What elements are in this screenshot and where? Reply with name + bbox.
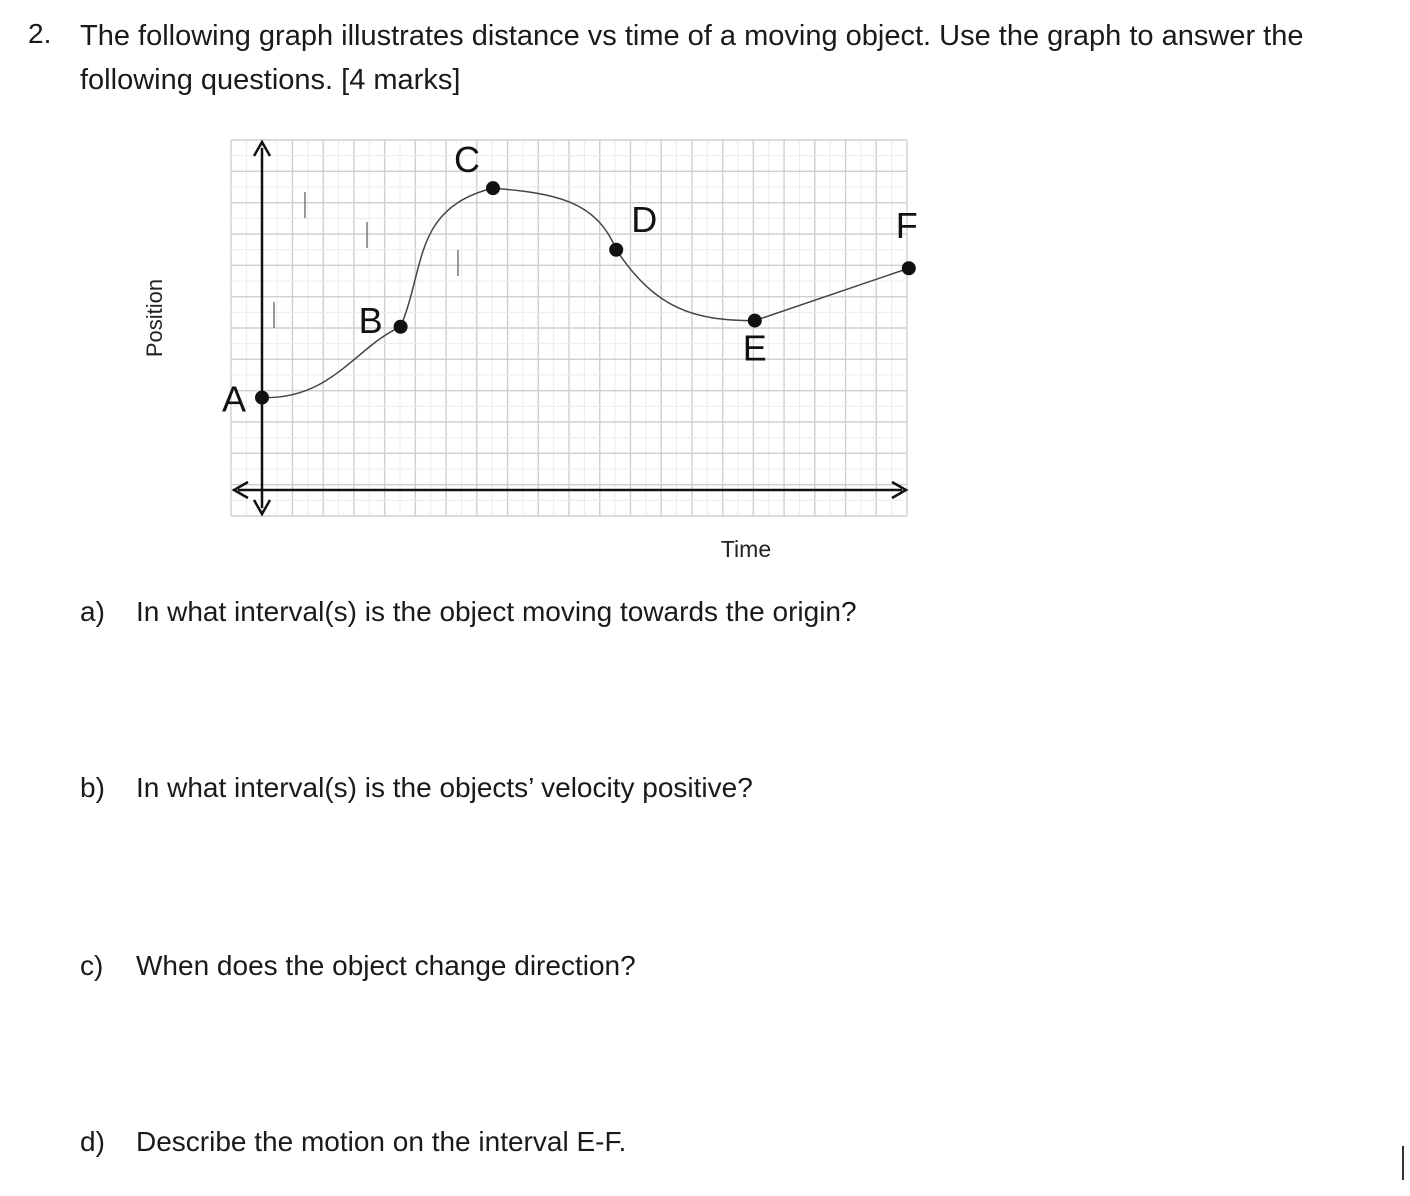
part-c — [80, 950, 636, 982]
point-label-f: F — [895, 205, 918, 247]
part-d — [80, 1126, 626, 1158]
point-label-e: E — [742, 327, 767, 369]
question-number: 2. — [28, 18, 52, 49]
position-curve — [262, 188, 909, 397]
part-a-text: In what interval(s) is the object moving towards the origin? — [136, 596, 857, 627]
grid — [231, 140, 907, 516]
point-a — [255, 391, 269, 405]
part-b-letter: b) — [80, 772, 105, 803]
point-label-a: A — [221, 378, 247, 420]
part-b-text: In what interval(s) is the objects’ velocity positive? — [136, 772, 753, 803]
point-b — [394, 320, 408, 334]
x-axis-label: Time — [720, 536, 772, 562]
point-label-d: D — [631, 198, 658, 240]
point-f — [902, 261, 916, 275]
y-axis-label: Position — [142, 278, 167, 358]
part-d-text: Describe the motion on the interval E-F. — [136, 1126, 627, 1157]
point-c — [486, 181, 500, 195]
part-a — [80, 596, 857, 628]
part-a-letter: a) — [80, 596, 105, 627]
part-c-letter: c) — [80, 950, 104, 981]
point-label-b: B — [358, 299, 383, 341]
part-b — [80, 772, 753, 804]
question-text: The following graph illustrates distance vs time of a moving object. Use the graph to answer the following questions. [4 marks] — [80, 20, 1304, 96]
point-e — [748, 314, 762, 328]
point-label-c: C — [454, 139, 480, 181]
part-d-letter: d) — [80, 1126, 105, 1157]
text-cursor — [1402, 1146, 1404, 1180]
part-c-text: When does the object change direction? — [136, 950, 636, 981]
point-d — [609, 243, 623, 257]
